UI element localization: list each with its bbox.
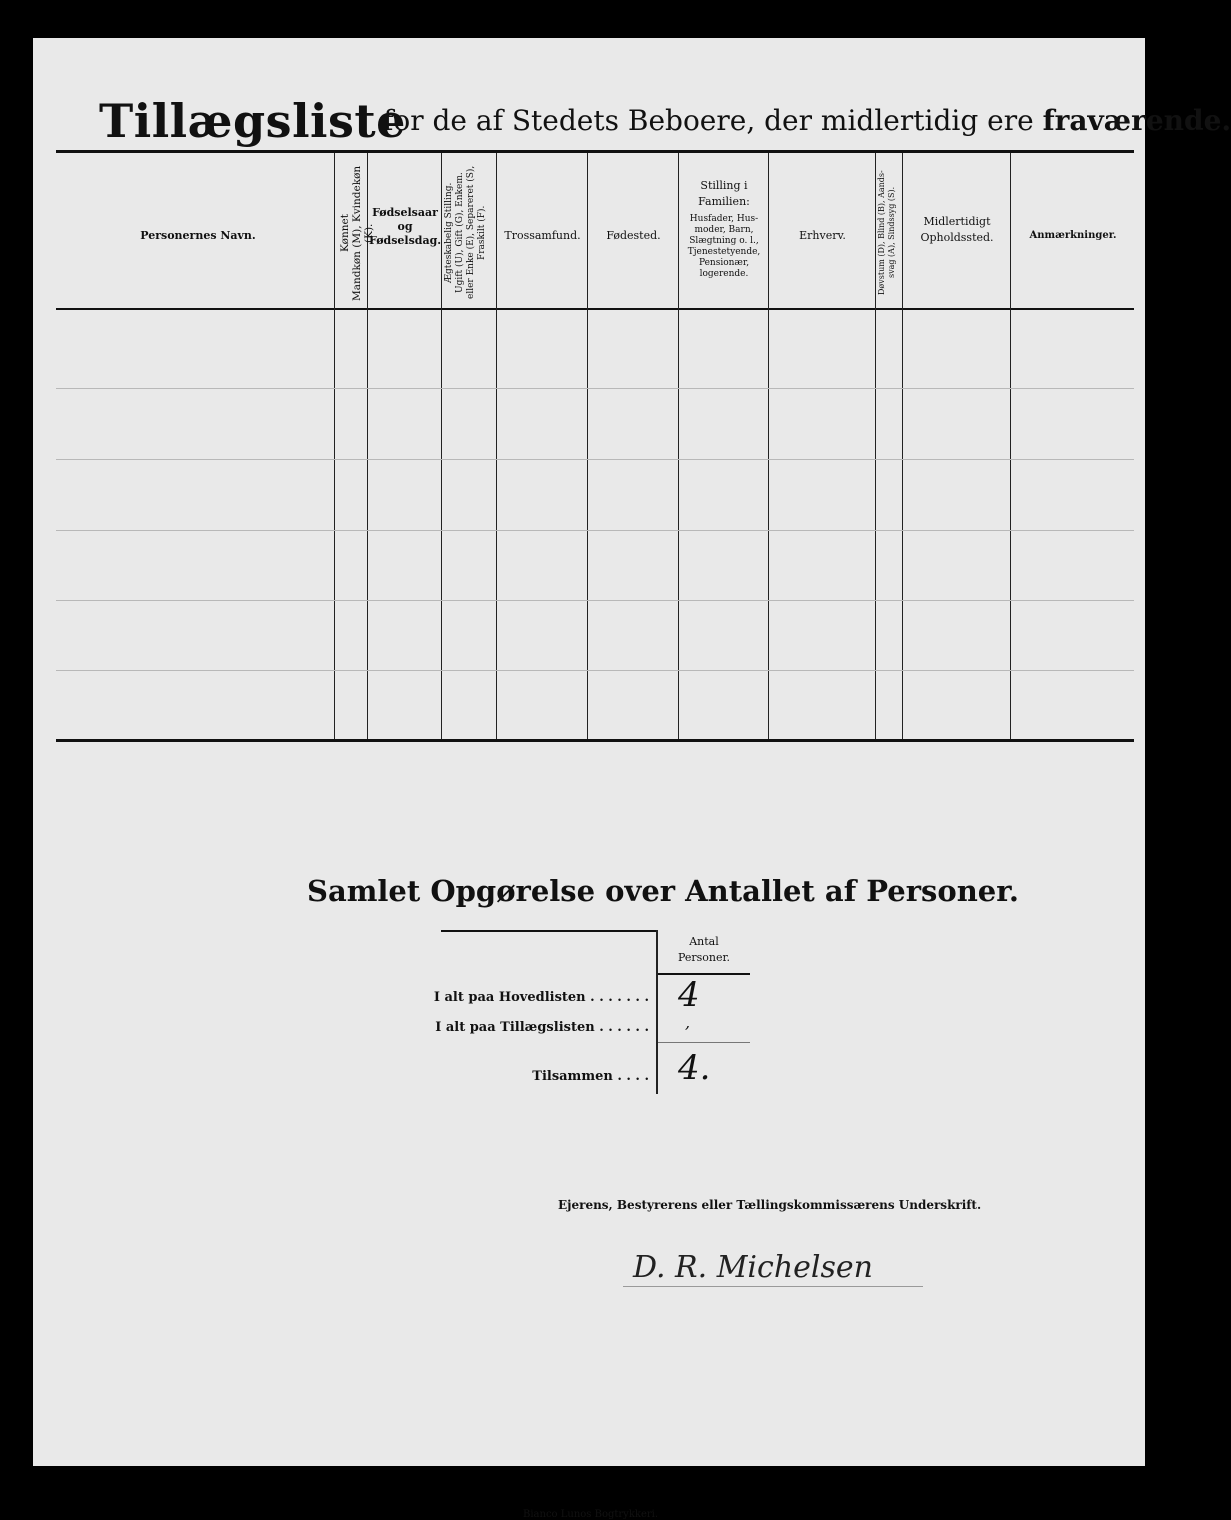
header-birthplace: Fødested. xyxy=(606,229,661,242)
summary-top-rule xyxy=(441,930,656,932)
signature-line xyxy=(623,1286,923,1287)
summary-col-divider xyxy=(656,930,658,1094)
table-row xyxy=(56,388,1134,389)
summary-value-total: 4. xyxy=(678,1048,711,1088)
summary-label-total: Tilsammen . . . . xyxy=(532,1069,649,1084)
table-row xyxy=(56,600,1134,601)
header-marital: Ægteskabelig Stilling. Ugift (U), Gift (G), Enkem. eller Enke (E), Separeret (S), Fraskilt (F). xyxy=(444,165,487,300)
summary-label-main: I alt paa Hovedlisten . . . . . . . xyxy=(433,990,649,1005)
table-top-rule xyxy=(56,150,1134,153)
table-header-rule xyxy=(56,308,1134,310)
header-disability: Døvstum (D), Blind (B), Aands- svag (A), Sindssyg (S). xyxy=(877,170,896,295)
form-title: Tillægsliste xyxy=(99,94,406,148)
col-divider xyxy=(334,153,335,739)
header-gender: Kønnet Mandkøn (M), Kvindekøn (K). xyxy=(339,165,375,301)
form-subtitle xyxy=(383,104,1231,137)
summary-value-supplement: , xyxy=(685,1013,691,1032)
form-subtitle-text: for de af Stedets Beboere, der midlertidig ere xyxy=(383,104,1043,137)
table-bottom-rule xyxy=(56,739,1134,742)
signature-caption: Ejerens, Bestyrerens eller Tællingskommissærens Underskrift. xyxy=(558,1198,982,1212)
header-remarks: Anmærkninger. xyxy=(1029,230,1117,241)
header-family-position: Stilling i Familien: xyxy=(698,179,750,208)
summary-label-supplement: I alt paa Tillægslisten . . . . . . xyxy=(435,1020,649,1035)
header-names: Personernes Navn. xyxy=(140,229,256,242)
form-subtitle-bold: fraværende. xyxy=(1042,104,1231,137)
table-row xyxy=(56,670,1134,671)
header-birth: Fødselsaar og Fødselsdag. xyxy=(369,206,442,247)
summary-title: Samlet Opgørelse over Antallet af Personer. xyxy=(307,874,1019,908)
signature-handwritten: D. R. Michelsen xyxy=(633,1250,873,1285)
col-divider xyxy=(678,153,679,739)
table-row xyxy=(56,459,1134,460)
summary-value-main: 4 xyxy=(678,975,700,1015)
header-family-position-detail: Husfader, Hus- moder, Barn, Slægtning o. l., Tjenestetyende, Pensionær, logerende. xyxy=(687,214,761,279)
col-divider xyxy=(496,153,497,739)
header-temp-residence: Midlertidigt Opholdssted. xyxy=(920,215,994,244)
table-row xyxy=(56,530,1134,531)
header-occupation: Erhverv. xyxy=(799,229,846,242)
census-form-page xyxy=(33,38,1231,1520)
col-divider xyxy=(587,153,588,739)
summary-total-rule xyxy=(658,1042,750,1043)
summary-col-header: Antal Personer. xyxy=(677,935,731,964)
col-divider xyxy=(1010,153,1011,739)
col-divider xyxy=(441,153,442,739)
summary-header-rule xyxy=(658,973,750,975)
printer-imprint: Bianco Lunos Bogtrykkeri. xyxy=(523,1509,659,1520)
header-religion: Trossamfund. xyxy=(504,229,581,242)
col-divider xyxy=(902,153,903,739)
col-divider xyxy=(875,153,876,739)
col-divider xyxy=(768,153,769,739)
